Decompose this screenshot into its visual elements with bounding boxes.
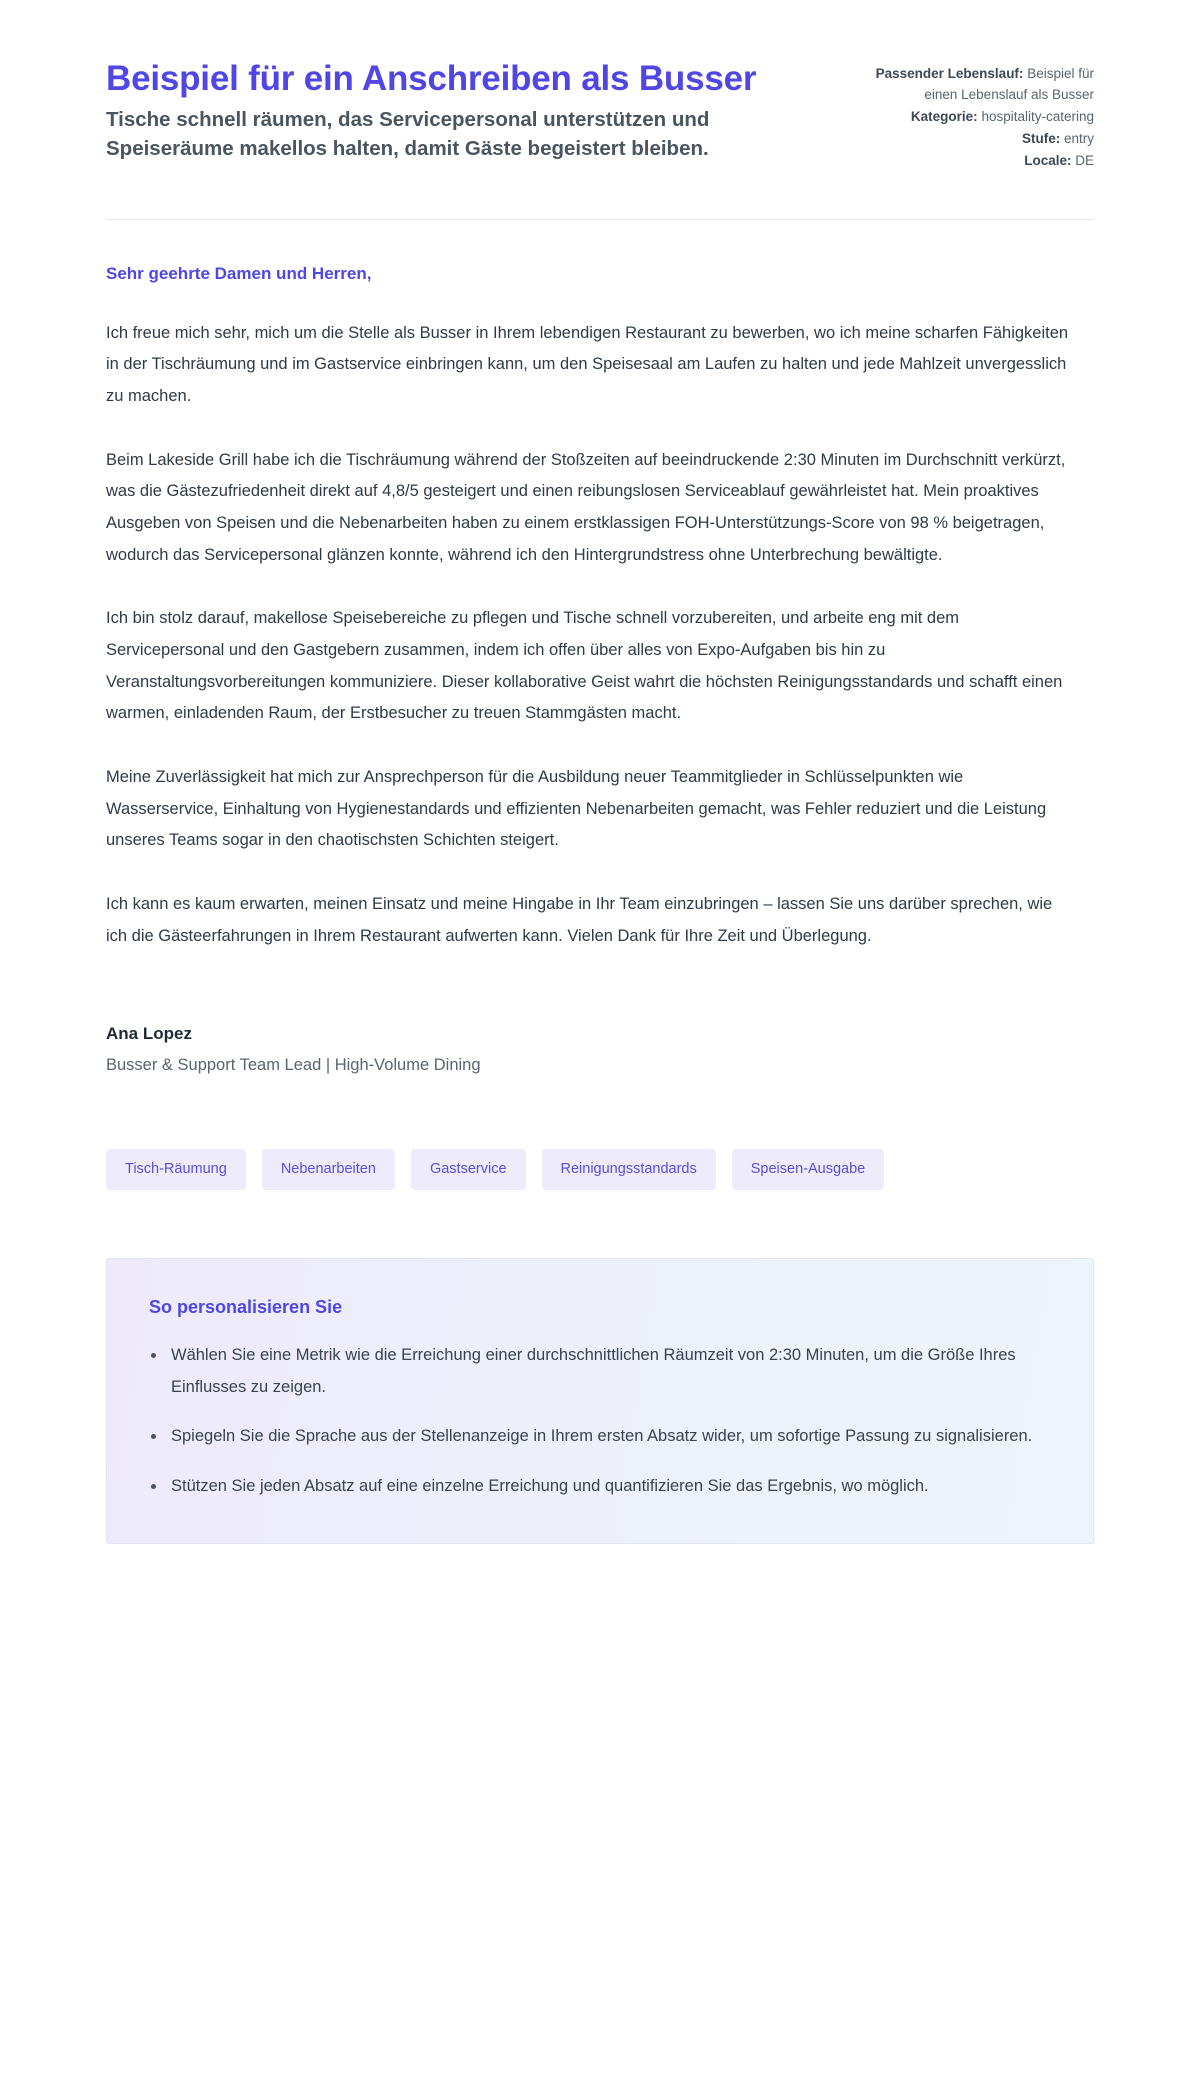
signature-role: Busser & Support Team Lead | High-Volume Dining <box>106 1056 481 1075</box>
metadata-row-category <box>859 107 1094 128</box>
letter-paragraph: Ich freue mich sehr, mich um die Stelle als Busser in Ihrem lebendigen Restaurant zu bewerben, wo ich meine scharfen Fähigkeiten in der Tischräumung und im Gastservice einbringen kann, um den Speisesaal am Laufen zu halten und jede Mahlzeit unvergesslich zu machen. <box>106 323 1069 405</box>
page-title: Beispiel für ein Anschreiben als Busser <box>106 59 757 98</box>
metadata-value-matching-resume: Beispiel für einen Lebenslauf als Busser <box>924 66 1094 102</box>
skill-tag[interactable]: Gastservice <box>411 1149 526 1190</box>
skill-tag[interactable]: Nebenarbeiten <box>262 1149 395 1190</box>
callout-tip-item: Wählen Sie eine Metrik wie die Erreichung einer durchschnittlichen Räumzeit von 2:30 Minuten, um die Größe Ihres Einflusses zu zeigen. <box>171 1340 1051 1403</box>
signature-name: Ana Lopez <box>106 1024 192 1044</box>
document-metadata <box>859 58 1094 173</box>
metadata-row-locale <box>859 151 1094 172</box>
signature-block <box>106 1024 1094 1075</box>
letter-salutation: Sehr geehrte Damen und Herren, <box>106 263 372 283</box>
letter-paragraph: Ich kann es kaum erwarten, meinen Einsatz und meine Hingabe in Ihr Team einzubringen – lassen Sie uns darüber sprechen, wie ich die Gästeerfahrungen in Ihrem Restaurant aufwerten kann. Vielen Dank für Ihre Zeit und Überlegung. <box>106 895 1053 945</box>
page-subtitle: Tische schnell räumen, das Servicepersonal unterstützen und Speiseräume makellos halten, damit Gäste begeistert bleiben. <box>106 108 710 161</box>
cover-letter-body <box>106 220 1094 953</box>
callout-title: So personalisieren Sie <box>149 1296 343 1317</box>
header-title-block <box>106 58 819 164</box>
metadata-label-locale: Locale: <box>1024 152 1072 168</box>
metadata-value-level: entry <box>1063 130 1094 146</box>
document-header <box>106 40 1094 173</box>
letter-paragraph: Beim Lakeside Grill habe ich die Tischräumung während der Stoßzeiten auf beeindruckende 2:30 Minuten im Durchschnitt verkürzt, was die Gästezufriedenheit direkt auf 4,8/5 gesteigert und einen reibungslosen Serviceablauf gewährleistet hat. Mein proaktives Ausgeben von Speisen und die Nebenarbeiten haben zu einem erstklassigen FOH-Unterstützungs-Score von 98 % beigetragen, wodurch das Servicepersonal glänzen konnte, während ich den Hintergrundstress ohne Unterbrechung bewältigte. <box>106 450 1066 564</box>
letter-paragraph: Ich bin stolz darauf, makellose Speisebereiche zu pflegen und Tische schnell vorzubereiten, und arbeite eng mit dem Servicepersonal und den Gastgebern zusammen, indem ich offen über alles von Expo-Aufgaben bis hin zu Veranstaltungsvorbereitungen kommuniziere. Dieser kollaborative Geist wahrt die höchsten Reinigungsstandards und schafft einen warmen, einladenden Raum, der Erstbesucher zu treuen Stammgästen macht. <box>106 609 1063 723</box>
metadata-label-category: Kategorie: <box>910 108 978 124</box>
skill-tag[interactable]: Tisch-Räumung <box>106 1149 246 1190</box>
callout-tip-list <box>149 1340 1051 1503</box>
personalization-callout <box>106 1258 1094 1544</box>
skill-tag[interactable]: Speisen-Ausgabe <box>732 1149 884 1190</box>
letter-paragraph: Meine Zuverlässigkeit hat mich zur Ansprechperson für die Ausbildung neuer Teammitglieder in Schlüsselpunkten wie Wasserservice, Einhaltung von Hygienestandards und effizienten Nebenarbeiten gemacht, was Fehler reduziert und die Leistung unseres Teams sogar in den chaotischsten Schichten steigert. <box>106 768 1047 850</box>
metadata-label-matching-resume: Passender Lebenslauf: <box>875 66 1024 81</box>
metadata-value-locale: DE <box>1075 152 1094 168</box>
callout-tip-item: Spiegeln Sie die Sprache aus der Stellenanzeige in Ihrem ersten Absatz wider, um sofortige Passung zu signalisieren. <box>171 1421 1051 1453</box>
skill-tag[interactable]: Reinigungsstandards <box>542 1149 716 1190</box>
metadata-value-category: hospitality-catering <box>981 108 1094 124</box>
metadata-row-matching-resume <box>859 64 1094 106</box>
skill-tag-list <box>106 1149 1094 1190</box>
callout-tip-item: Stützen Sie jeden Absatz auf eine einzelne Erreichung und quantifizieren Sie das Ergebnis, wo möglich. <box>171 1471 1051 1503</box>
metadata-row-level <box>859 129 1094 150</box>
metadata-label-level: Stufe: <box>1021 130 1061 146</box>
